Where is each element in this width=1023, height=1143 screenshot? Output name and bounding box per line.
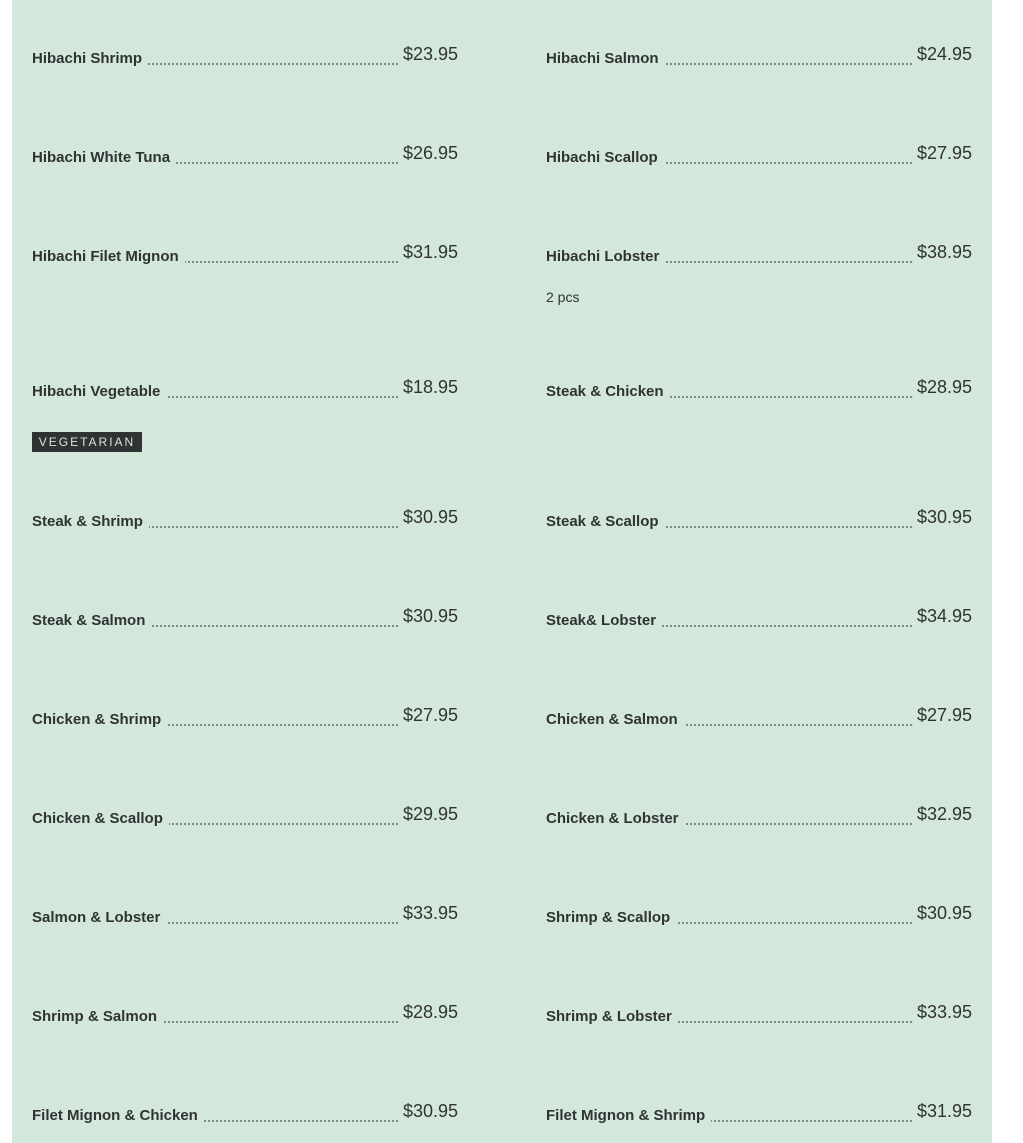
menu-item [546, 896, 972, 936]
menu-item-price: $27.95 [913, 143, 972, 164]
menu-item-name: Shrimp & Lobster [546, 1008, 678, 1025]
menu-item [546, 797, 972, 837]
menu-item-price: $24.95 [913, 44, 972, 65]
menu-item-price: $33.95 [913, 1002, 972, 1023]
menu-item [32, 797, 458, 837]
menu-item-name: Chicken & Shrimp [32, 711, 167, 728]
menu-item-price: $31.95 [913, 1101, 972, 1122]
menu-item [32, 599, 458, 639]
menu-item-name: Chicken & Salmon [546, 711, 684, 728]
menu-item [546, 995, 972, 1035]
menu-item-price: $31.95 [399, 242, 458, 263]
menu-item-name: Filet Mignon & Chicken [32, 1107, 204, 1124]
menu-item-price: $32.95 [913, 804, 972, 825]
menu-item [32, 896, 458, 936]
menu-item [546, 1094, 972, 1134]
menu-item-price: $18.95 [399, 377, 458, 398]
menu-item-name: Steak & Scallop [546, 513, 665, 530]
menu-item-price: $23.95 [399, 44, 458, 65]
menu-item-note: 2 pcs [546, 289, 580, 305]
menu-item-price: $27.95 [913, 705, 972, 726]
menu-item-name: Shrimp & Scallop [546, 909, 676, 926]
menu-item [32, 698, 458, 738]
menu-item [546, 370, 972, 410]
menu-item-name: Hibachi Vegetable [32, 383, 166, 400]
menu-item-price: $33.95 [399, 903, 458, 924]
menu-item-price: $38.95 [913, 242, 972, 263]
menu-item-name: Salmon & Lobster [32, 909, 166, 926]
menu-item [32, 1094, 458, 1134]
menu-item [32, 995, 458, 1035]
menu-item-price: $30.95 [399, 606, 458, 627]
menu-item-price: $28.95 [399, 1002, 458, 1023]
menu-item [32, 500, 458, 540]
menu-item-price: $30.95 [913, 507, 972, 528]
menu-item [546, 235, 972, 275]
menu-item-name: Filet Mignon & Shrimp [546, 1107, 711, 1124]
menu-item [546, 500, 972, 540]
menu-item-name: Steak & Shrimp [32, 513, 149, 530]
menu-item-name: Hibachi Scallop [546, 149, 664, 166]
menu-item [32, 235, 458, 275]
menu-item-name: Steak & Chicken [546, 383, 670, 400]
menu-item-price: $30.95 [399, 507, 458, 528]
menu-item-name: Hibachi Lobster [546, 248, 665, 265]
menu-item-price: $30.95 [399, 1101, 458, 1122]
menu-item-price: $28.95 [913, 377, 972, 398]
menu-item [32, 370, 458, 410]
menu-item-price: $27.95 [399, 705, 458, 726]
menu-item [546, 37, 972, 77]
menu-item-price: $26.95 [399, 143, 458, 164]
menu-item [546, 698, 972, 738]
menu-item-name: Chicken & Scallop [32, 810, 169, 827]
menu-item-name: Hibachi Shrimp [32, 50, 148, 67]
menu-item [32, 136, 458, 176]
menu-item-name: Hibachi Salmon [546, 50, 665, 67]
menu-item-name: Shrimp & Salmon [32, 1008, 163, 1025]
menu-item [546, 599, 972, 639]
menu-item-name: Steak & Salmon [32, 612, 151, 629]
menu-item [32, 37, 458, 77]
menu-item-name: Chicken & Lobster [546, 810, 685, 827]
menu-item-price: $34.95 [913, 606, 972, 627]
menu-item-name: Hibachi White Tuna [32, 149, 176, 166]
menu-item-price: $29.95 [399, 804, 458, 825]
vegetarian-badge: VEGETARIAN [32, 432, 142, 452]
menu-item [546, 136, 972, 176]
menu-panel [12, 0, 992, 1143]
menu-item-price: $30.95 [913, 903, 972, 924]
menu-item-name: Hibachi Filet Mignon [32, 248, 185, 265]
menu-item-name: Steak& Lobster [546, 612, 662, 629]
